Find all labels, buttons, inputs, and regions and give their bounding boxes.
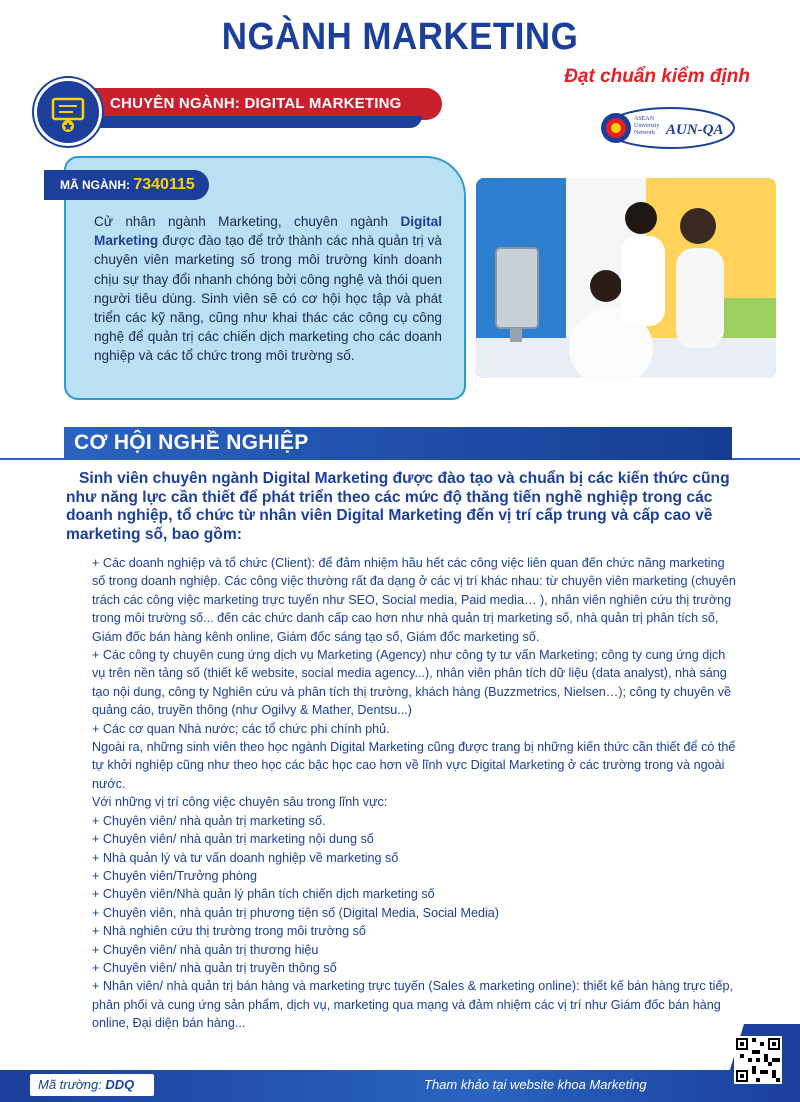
students-illustration <box>476 178 776 378</box>
list-item: + Các công ty chuyên cung ứng dịch vụ Marketing (Agency) như công ty tư vấn Marketing; công ty cung ứng dịch vụ trên nền tảng số (thiết kế website, social media agency...), nhân viên phân tích dữ liệu (data analyst), nhà sáng tạo nội dung, công ty Nghiên cứu và phân tích thị trường, khách hàng (Buzzmetrics, Nielsen…); công ty chuyên về quảng cáo, truyền thông (như Ogilvy & Mather, Dentsu...) <box>92 648 732 718</box>
major-code-label: MÃ NGÀNH: <box>60 178 130 192</box>
school-code <box>38 1077 134 1092</box>
page-title: NGÀNH MARKETING <box>221 16 579 58</box>
website-reference: Tham khảo tại website khoa Marketing <box>424 1077 647 1092</box>
list-item: + Các cơ quan Nhà nước; các tổ chức phi chính phủ. <box>92 721 390 736</box>
specialization-title: CHUYÊN NGÀNH: DIGITAL MARKETING <box>110 95 402 112</box>
intro-text-rest: được đào tạo để trở thành các nhà quản trị và chuyên viên marketing số trong môi trường kinh doanh chịu sự thay đổi nhanh chóng bởi công nghệ và thói quen người tiêu dùng. Sinh viên sẽ có cơ hội học tập và phát triển các kỹ năng, cũng như khai thác các công cụ công nghệ để quản trị các chiến dịch marketing cho các doanh nghiệp và các tổ chức trong môi trường số. <box>94 233 442 364</box>
major-code-value: 7340115 <box>133 176 195 193</box>
aun-qa-logo <box>596 104 736 152</box>
svg-text:Network: Network <box>634 130 655 136</box>
list-item: + Chuyên viên/ nhà quản trị marketing nội dung số <box>92 832 374 847</box>
qr-code-icon <box>736 1038 780 1082</box>
list-item: + Chuyên viên, nhà quản trị phương tiện số (Digital Media, Social Media) <box>92 905 499 920</box>
qr-code[interactable] <box>734 1036 782 1084</box>
section-title: CƠ HỘI NGHỀ NGHIỆP <box>74 431 309 454</box>
list-item: + Chuyên viên/ nhà quản trị thương hiệu <box>92 942 319 957</box>
intro-paragraph <box>94 212 442 366</box>
list-item: + Chuyên viên/ nhà quản trị truyền thông số <box>92 960 337 975</box>
list-item: Với những vị trí công việc chuyên sâu trong lĩnh vực: <box>92 795 388 810</box>
svg-text:University: University <box>634 123 660 129</box>
list-item: + Nhà quản lý và tư vấn doanh nghiệp về marketing số <box>92 850 399 865</box>
major-code-tag <box>44 170 209 200</box>
school-code-label: Mã trường: <box>38 1077 102 1092</box>
intro-text-highlight: Digital Marketing <box>94 214 442 249</box>
list-item: + Nhà nghiên cứu thị trường trong môi trường số <box>92 924 366 939</box>
accreditation-label: Đạt chuẩn kiểm định <box>564 66 750 87</box>
school-code-value: DDQ <box>105 1077 135 1092</box>
specialization-banner-shadow <box>52 116 422 128</box>
section-intro-text: Sinh viên chuyên ngành Digital Marketing được đào tạo và chuẩn bị các kiến thức cũng như năng lực cần thiết để phát triển theo các mức độ thăng tiến nghề nghiệp trong các doanh nghiệp, tổ chức từ nhân viên Digital Marketing đến vị trí cấp trung và cấp cao về marketing số, bao gồm: <box>66 470 730 543</box>
section-intro <box>66 470 744 544</box>
list-item: + Các doanh nghiệp và tổ chức (Client): để đảm nhiệm hầu hết các công việc liên quan đến chức năng marketing số trong doanh nghiệp. Các công việc thường rất đa dạng ở các vị trí khác nhau: từ chuyên viên marketing (chuyên trách các công việc marketing trực tuyến như SEO, Social media, Paid media… ), nhân viên nghiên cứu thị trường trong môi trường số... đến các chức danh cấp cao hơn như nhà quản trị marketing số, nhà quản trị phân tích số, Giám đốc bán hàng kênh online, Giám đốc sáng tạo số, Giám đốc marketing số. <box>92 556 736 644</box>
list-item: + Chuyên viên/ nhà quản trị marketing số. <box>92 813 326 828</box>
certificate-icon <box>37 81 99 143</box>
list-item: + Chuyên viên/Nhà quản lý phân tích chiến dịch marketing số <box>92 887 435 902</box>
list-item: + Chuyên viên/Trưởng phòng <box>92 868 257 883</box>
svg-text:AUN-QA: AUN-QA <box>666 122 724 138</box>
asean-logo-text: ASEAN <box>634 116 655 122</box>
certificate-badge <box>34 78 102 146</box>
accreditation-logos <box>596 104 736 152</box>
career-list <box>92 554 740 1033</box>
list-item: + Nhân viên/ nhà quản trị bán hàng và marketing trực tuyến (Sales & marketing online): thiết kế bán hàng trực tiếp, phân phối và cung ứng sản phẩm, dịch vụ, marketing qua mạng và đảm nhiệm các vị trí như Giám đốc bán hàng online, Đại diện bán hàng... <box>92 979 733 1031</box>
intro-text-start: Cử nhân ngành Marketing, chuyên ngành <box>94 214 401 229</box>
list-item: Ngoài ra, những sinh viên theo học ngành Digital Marketing cũng được trang bị những kiến thức cần thiết để có thể tự khởi nghiệp cũng như theo học các bậc học cao hơn về lĩnh vực Digital Marketing ở các trường trong và ngoài nước. <box>92 740 736 791</box>
students-photo <box>476 178 776 378</box>
